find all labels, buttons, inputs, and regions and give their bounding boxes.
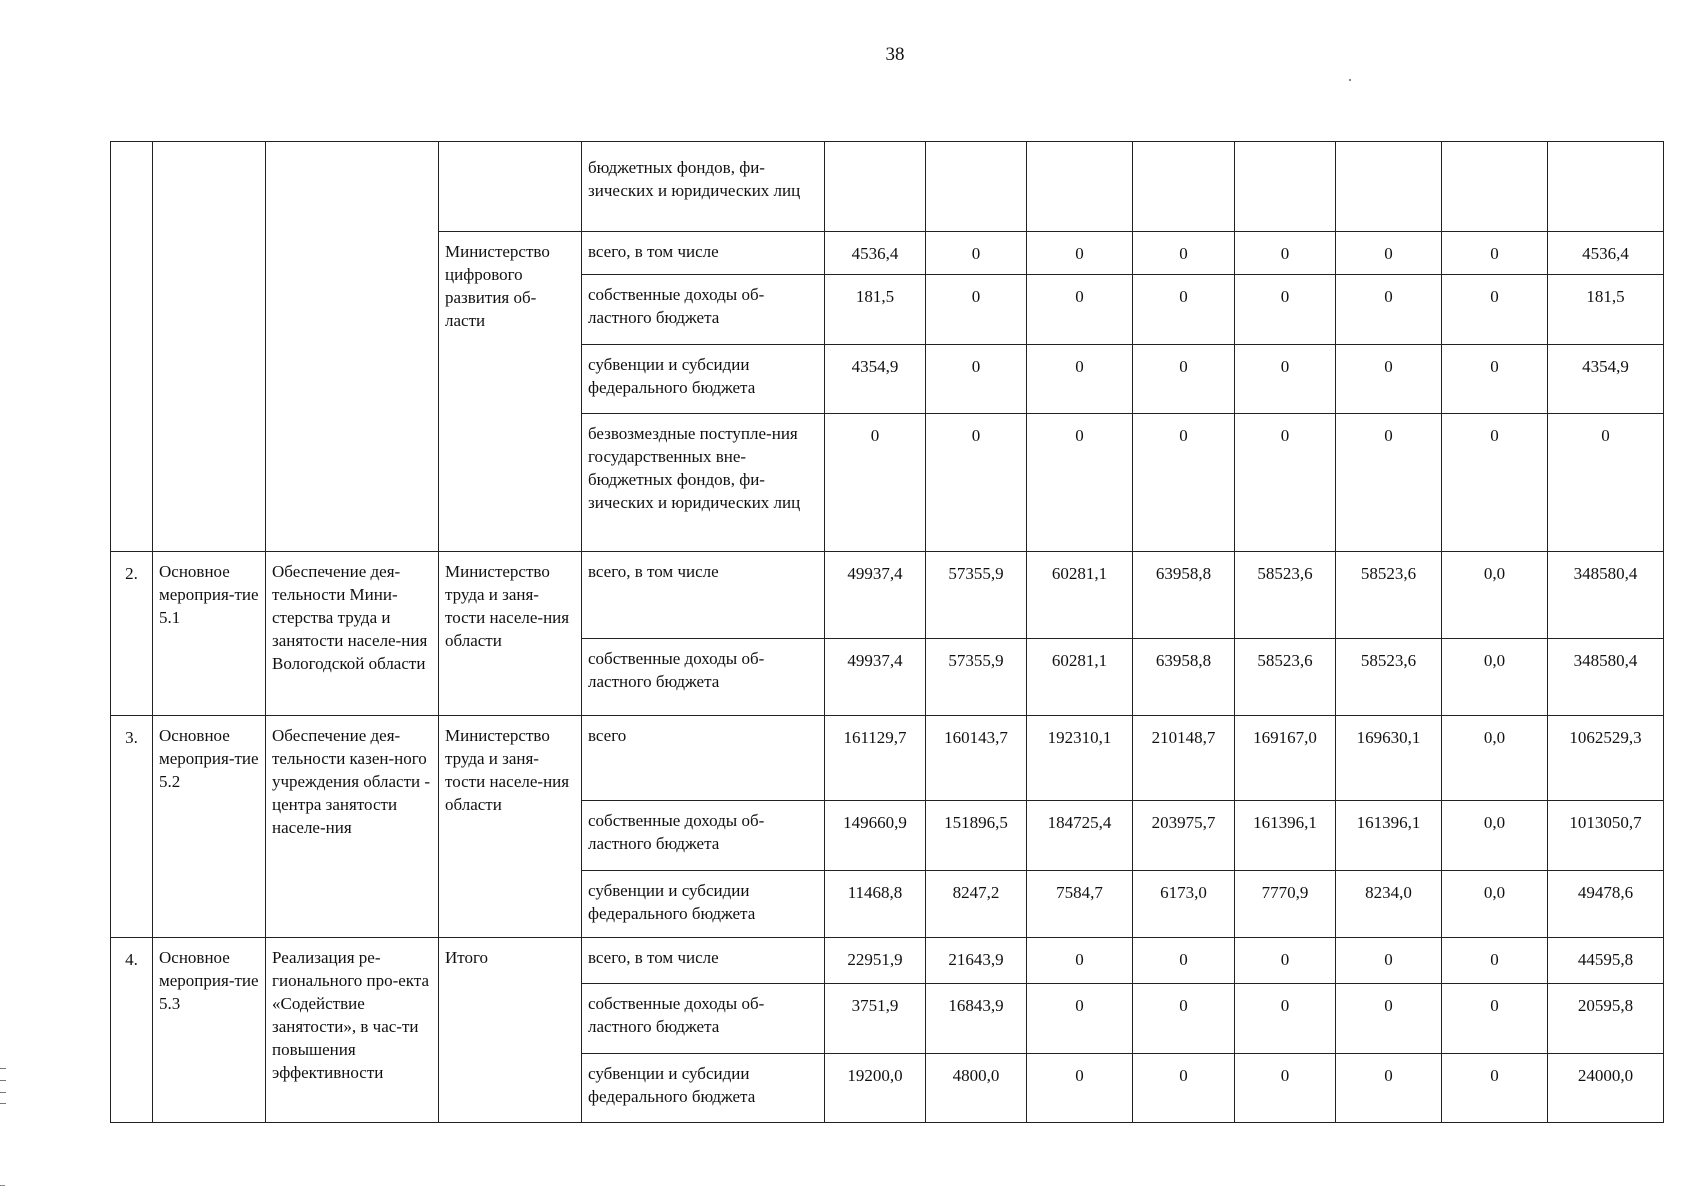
table-cell: Основное мероприя-тие 5.2 bbox=[153, 716, 266, 938]
table-cell: 0 bbox=[1027, 232, 1133, 275]
table-cell: собственные доходы об-ластного бюджета bbox=[582, 639, 825, 716]
table-cell: 49937,4 bbox=[825, 639, 926, 716]
table-cell bbox=[926, 142, 1027, 232]
table-cell: 0 bbox=[1336, 414, 1442, 552]
table-cell bbox=[1336, 142, 1442, 232]
table-cell: 0 bbox=[1235, 275, 1336, 345]
table-cell bbox=[825, 142, 926, 232]
table-cell: 0 bbox=[1133, 414, 1235, 552]
table-cell: 0 bbox=[1336, 345, 1442, 414]
table-cell: 0 bbox=[1027, 414, 1133, 552]
table-cell: Итого bbox=[439, 938, 582, 1123]
table-cell: 1062529,3 bbox=[1548, 716, 1664, 801]
table-cell bbox=[1133, 142, 1235, 232]
table-cell: 8247,2 bbox=[926, 871, 1027, 938]
table-cell: 0,0 bbox=[1442, 639, 1548, 716]
table-cell: 203975,7 bbox=[1133, 801, 1235, 871]
table-cell: 20595,8 bbox=[1548, 984, 1664, 1054]
table-cell: 210148,7 bbox=[1133, 716, 1235, 801]
table-cell: 0 bbox=[1133, 984, 1235, 1054]
table-cell: 348580,4 bbox=[1548, 639, 1664, 716]
table-cell: субвенции и субсидии федерального бюджета bbox=[582, 345, 825, 414]
budget-table bbox=[110, 141, 1664, 1123]
table-cell: 0 bbox=[1336, 984, 1442, 1054]
table-cell: 161396,1 bbox=[1336, 801, 1442, 871]
table-cell: 63958,8 bbox=[1133, 552, 1235, 639]
table-cell: 44595,8 bbox=[1548, 938, 1664, 984]
table-cell: 6173,0 bbox=[1133, 871, 1235, 938]
table-cell: 161396,1 bbox=[1235, 801, 1336, 871]
table-cell: 161129,7 bbox=[825, 716, 926, 801]
table-row bbox=[111, 142, 1664, 232]
table-cell: всего bbox=[582, 716, 825, 801]
table-cell bbox=[111, 142, 153, 552]
table-cell: 4. bbox=[111, 938, 153, 1123]
table-cell: 0,0 bbox=[1442, 801, 1548, 871]
table-cell: 151896,5 bbox=[926, 801, 1027, 871]
table-cell: 0 bbox=[926, 414, 1027, 552]
table-cell: 0 bbox=[1235, 938, 1336, 984]
table-cell: 169630,1 bbox=[1336, 716, 1442, 801]
table-cell: 0 bbox=[926, 345, 1027, 414]
table-cell: 0 bbox=[1235, 414, 1336, 552]
table-cell: 0 bbox=[926, 275, 1027, 345]
table-cell: Министерство труда и заня-тости населе-ния области bbox=[439, 552, 582, 716]
table-cell: 1013050,7 bbox=[1548, 801, 1664, 871]
table-cell: 0 bbox=[825, 414, 926, 552]
table-cell: 0 bbox=[1442, 232, 1548, 275]
table-cell: 149660,9 bbox=[825, 801, 926, 871]
table-cell: 22951,9 bbox=[825, 938, 926, 984]
table-cell: 7584,7 bbox=[1027, 871, 1133, 938]
table-cell: 57355,9 bbox=[926, 639, 1027, 716]
table-cell: 160143,7 bbox=[926, 716, 1027, 801]
table-cell: собственные доходы об-ластного бюджета bbox=[582, 275, 825, 345]
table-cell: 0 bbox=[1133, 1054, 1235, 1123]
table-cell: 4354,9 bbox=[1548, 345, 1664, 414]
table-cell bbox=[1548, 142, 1664, 232]
table-cell: 19200,0 bbox=[825, 1054, 926, 1123]
table-cell: 63958,8 bbox=[1133, 639, 1235, 716]
table-cell: 49478,6 bbox=[1548, 871, 1664, 938]
table-cell: Основное мероприя-тие 5.3 bbox=[153, 938, 266, 1123]
table-cell: 21643,9 bbox=[926, 938, 1027, 984]
table-cell: всего, в том числе bbox=[582, 552, 825, 639]
table-cell: 0 bbox=[1442, 275, 1548, 345]
table-cell: 4800,0 bbox=[926, 1054, 1027, 1123]
table-cell: 0 bbox=[1133, 232, 1235, 275]
table-cell: Реализация ре-гионального про-екта «Содействие занятости», в час-ти повышения эффективности bbox=[266, 938, 439, 1123]
table-cell: 0 bbox=[1235, 1054, 1336, 1123]
table-cell: безвозмездные поступле-ния государственных вне-бюджетных фондов, фи-зических и юридических лиц bbox=[582, 414, 825, 552]
table-cell: собственные доходы об-ластного бюджета bbox=[582, 801, 825, 871]
table-cell: 16843,9 bbox=[926, 984, 1027, 1054]
table-cell: 0 bbox=[1133, 938, 1235, 984]
table-cell: 0 bbox=[1336, 232, 1442, 275]
table-cell: 0 bbox=[1133, 275, 1235, 345]
table-cell: 0 bbox=[1027, 938, 1133, 984]
table-cell bbox=[153, 142, 266, 552]
table-cell: 57355,9 bbox=[926, 552, 1027, 639]
table-cell: 3751,9 bbox=[825, 984, 926, 1054]
table-cell: 0 bbox=[1336, 1054, 1442, 1123]
table-cell: субвенции и субсидии федерального бюджета bbox=[582, 1054, 825, 1123]
table-cell: 0 bbox=[1027, 275, 1133, 345]
table-cell: 0 bbox=[1548, 414, 1664, 552]
table-cell: 2. bbox=[111, 552, 153, 716]
table-cell: 24000,0 bbox=[1548, 1054, 1664, 1123]
table-cell: 184725,4 bbox=[1027, 801, 1133, 871]
table-cell: 0,0 bbox=[1442, 871, 1548, 938]
table-cell: 0 bbox=[1442, 414, 1548, 552]
table-cell: 0 bbox=[1235, 345, 1336, 414]
table-cell: 3. bbox=[111, 716, 153, 938]
table-cell: 0 bbox=[1336, 275, 1442, 345]
table-row bbox=[111, 716, 1664, 801]
table-cell: 58523,6 bbox=[1235, 552, 1336, 639]
table-cell: 0 bbox=[1442, 345, 1548, 414]
table-cell: бюджетных фондов, фи-зических и юридических лиц bbox=[582, 142, 825, 232]
table-cell: 0 bbox=[1027, 1054, 1133, 1123]
table-cell: 0 bbox=[1336, 938, 1442, 984]
table-cell: 0 bbox=[1133, 345, 1235, 414]
table-cell bbox=[1235, 142, 1336, 232]
table-cell bbox=[1027, 142, 1133, 232]
table-cell bbox=[266, 142, 439, 552]
table-cell: 181,5 bbox=[1548, 275, 1664, 345]
table-cell: 60281,1 bbox=[1027, 639, 1133, 716]
table-cell: всего, в том числе bbox=[582, 938, 825, 984]
page-number: 38 bbox=[885, 44, 905, 65]
table-cell: 4536,4 bbox=[1548, 232, 1664, 275]
table-cell: 7770,9 bbox=[1235, 871, 1336, 938]
table-cell: 348580,4 bbox=[1548, 552, 1664, 639]
table-cell: 11468,8 bbox=[825, 871, 926, 938]
table-cell: 0 bbox=[1442, 1054, 1548, 1123]
scan-margin-dash bbox=[0, 1185, 5, 1186]
table-cell: Обеспечение дея-тельности казен-ного учреждения области - центра занятости населе-ния bbox=[266, 716, 439, 938]
table-cell: Обеспечение дея-тельности Мини-стерства труда и занятости населе-ния Вологодской области bbox=[266, 552, 439, 716]
table-cell: 192310,1 bbox=[1027, 716, 1133, 801]
table-cell: 60281,1 bbox=[1027, 552, 1133, 639]
table-cell: 0 bbox=[1235, 984, 1336, 1054]
table-row bbox=[111, 552, 1664, 639]
table-cell: 0 bbox=[1442, 938, 1548, 984]
scan-margin-mark bbox=[0, 1068, 6, 1104]
table-cell: 0 bbox=[1027, 345, 1133, 414]
scan-dot bbox=[1349, 79, 1351, 81]
table-cell: собственные доходы об-ластного бюджета bbox=[582, 984, 825, 1054]
table-cell: 0,0 bbox=[1442, 716, 1548, 801]
table-cell: 58523,6 bbox=[1336, 552, 1442, 639]
table-cell: Основное мероприя-тие 5.1 bbox=[153, 552, 266, 716]
table-cell: 4354,9 bbox=[825, 345, 926, 414]
table-cell bbox=[1442, 142, 1548, 232]
table-cell: Министерство труда и заня-тости населе-ния области bbox=[439, 716, 582, 938]
table-cell: 169167,0 bbox=[1235, 716, 1336, 801]
table-cell: 58523,6 bbox=[1336, 639, 1442, 716]
table-cell: Министерство цифрового развития об-ласти bbox=[439, 232, 582, 552]
table-cell: 8234,0 bbox=[1336, 871, 1442, 938]
table-row bbox=[111, 938, 1664, 984]
table-cell: субвенции и субсидии федерального бюджета bbox=[582, 871, 825, 938]
table-cell: 49937,4 bbox=[825, 552, 926, 639]
table-cell: 0 bbox=[1027, 984, 1133, 1054]
table-cell: 0 bbox=[1442, 984, 1548, 1054]
table-cell: 181,5 bbox=[825, 275, 926, 345]
table-cell: 58523,6 bbox=[1235, 639, 1336, 716]
table-cell: всего, в том числе bbox=[582, 232, 825, 275]
table-cell: 0 bbox=[926, 232, 1027, 275]
table-cell: 0,0 bbox=[1442, 552, 1548, 639]
table-cell: 0 bbox=[1235, 232, 1336, 275]
table-cell: 4536,4 bbox=[825, 232, 926, 275]
table-cell bbox=[439, 142, 582, 232]
